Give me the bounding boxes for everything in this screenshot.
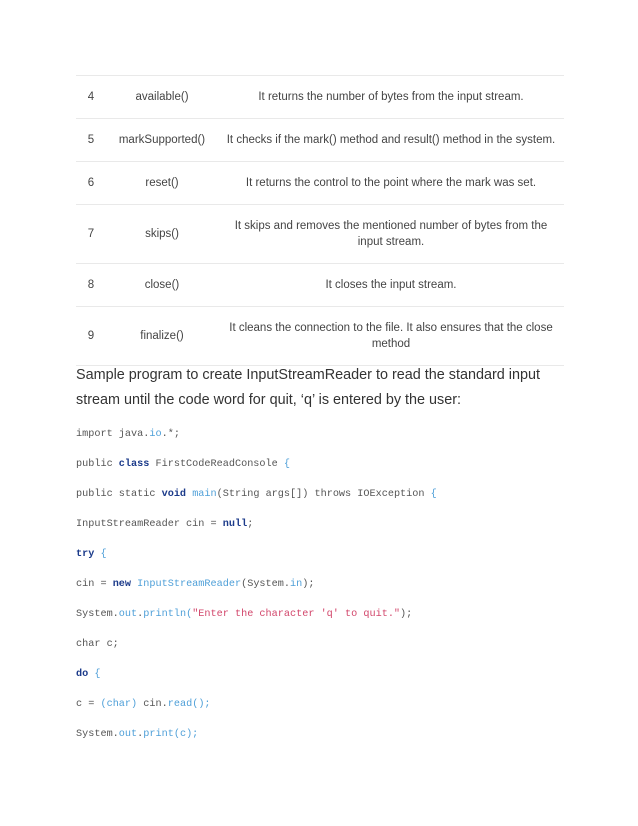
code-token: { bbox=[88, 669, 101, 680]
code-token: cin = bbox=[76, 579, 113, 590]
code-line bbox=[76, 660, 596, 690]
code-token: { bbox=[283, 459, 290, 470]
code-token: in bbox=[290, 579, 303, 590]
code-token: . bbox=[137, 729, 144, 740]
table-row bbox=[76, 76, 564, 119]
code-token: (char) bbox=[100, 699, 138, 710]
code-token: .*; bbox=[161, 429, 180, 440]
method-name: available() bbox=[135, 91, 189, 103]
code-keyword: do bbox=[76, 669, 89, 680]
code-token: import java. bbox=[76, 429, 150, 440]
code-token: out bbox=[118, 729, 138, 740]
row-number: 7 bbox=[87, 228, 95, 240]
code-token: cin. bbox=[137, 699, 168, 710]
code-token: out bbox=[118, 609, 138, 620]
table-row bbox=[76, 119, 564, 162]
code-token: System. bbox=[76, 609, 119, 620]
row-number: 6 bbox=[87, 177, 95, 189]
row-number: 9 bbox=[87, 330, 95, 342]
code-token: ); bbox=[400, 609, 413, 620]
code-token: (String args[]) throws IOException bbox=[216, 489, 431, 500]
code-keyword: null bbox=[222, 519, 248, 530]
table-row bbox=[76, 205, 564, 264]
table-row bbox=[76, 307, 564, 366]
code-keyword: try bbox=[76, 549, 95, 560]
method-name: markSupported() bbox=[118, 134, 206, 146]
method-description: It returns the number of bytes from the input stream. bbox=[258, 91, 524, 103]
intro-paragraph: Sample program to create InputStreamReader to read the standard input stream until the code word for quit, ‘q’ is entered by the user: bbox=[76, 367, 540, 408]
code-token: c = bbox=[76, 699, 101, 710]
code-token: public bbox=[76, 459, 119, 470]
method-description: It cleans the connection to the file. It also ensures that the close method bbox=[229, 322, 553, 350]
code-line bbox=[76, 630, 596, 660]
method-description: It returns the control to the point where the mark was set. bbox=[245, 177, 537, 189]
code-token: ); bbox=[302, 579, 315, 590]
code-block bbox=[76, 420, 596, 750]
code-line bbox=[76, 690, 596, 720]
code-line bbox=[76, 510, 596, 540]
method-name: skips() bbox=[145, 228, 179, 240]
code-token: (); bbox=[192, 699, 211, 710]
row-number: 4 bbox=[87, 91, 95, 103]
table-row bbox=[76, 264, 564, 307]
code-line bbox=[76, 600, 596, 630]
row-number: 8 bbox=[87, 279, 95, 291]
code-token: char c; bbox=[76, 639, 119, 650]
method-name: reset() bbox=[145, 177, 179, 189]
code-keyword: void bbox=[161, 489, 187, 500]
code-token: main bbox=[192, 489, 217, 500]
code-line bbox=[76, 480, 596, 510]
code-token: ; bbox=[247, 519, 254, 530]
code-keyword: class bbox=[118, 459, 150, 470]
code-string: "Enter the character 'q' to quit." bbox=[192, 609, 401, 620]
methods-table bbox=[76, 75, 564, 366]
code-token: println bbox=[143, 609, 187, 620]
code-token: . bbox=[137, 609, 144, 620]
code-token: { bbox=[430, 489, 437, 500]
row-number: 5 bbox=[87, 134, 95, 146]
method-description: It closes the input stream. bbox=[325, 279, 457, 291]
code-keyword: new bbox=[112, 579, 132, 590]
code-token: ( bbox=[186, 609, 193, 620]
code-line bbox=[76, 420, 596, 450]
code-token: InputStreamReader cin = bbox=[76, 519, 223, 530]
code-token: InputStreamReader bbox=[137, 579, 242, 590]
code-token: (c); bbox=[173, 729, 199, 740]
code-line bbox=[76, 450, 596, 480]
method-name: finalize() bbox=[140, 330, 184, 342]
code-token: public static bbox=[76, 489, 162, 500]
code-token: FirstCodeReadConsole bbox=[149, 459, 284, 470]
method-description: It skips and removes the mentioned number of bytes from the input stream. bbox=[234, 220, 548, 248]
code-token: print bbox=[143, 729, 174, 740]
code-token: io bbox=[149, 429, 162, 440]
code-line bbox=[76, 570, 596, 600]
code-token: read bbox=[167, 699, 193, 710]
code-line bbox=[76, 540, 596, 570]
table-row bbox=[76, 162, 564, 205]
code-token: { bbox=[94, 549, 107, 560]
method-name: close() bbox=[144, 279, 180, 291]
code-token: (System. bbox=[241, 579, 291, 590]
code-token: System. bbox=[76, 729, 119, 740]
code-line bbox=[76, 720, 596, 750]
method-description: It checks if the mark() method and result() method in the system. bbox=[226, 134, 556, 146]
